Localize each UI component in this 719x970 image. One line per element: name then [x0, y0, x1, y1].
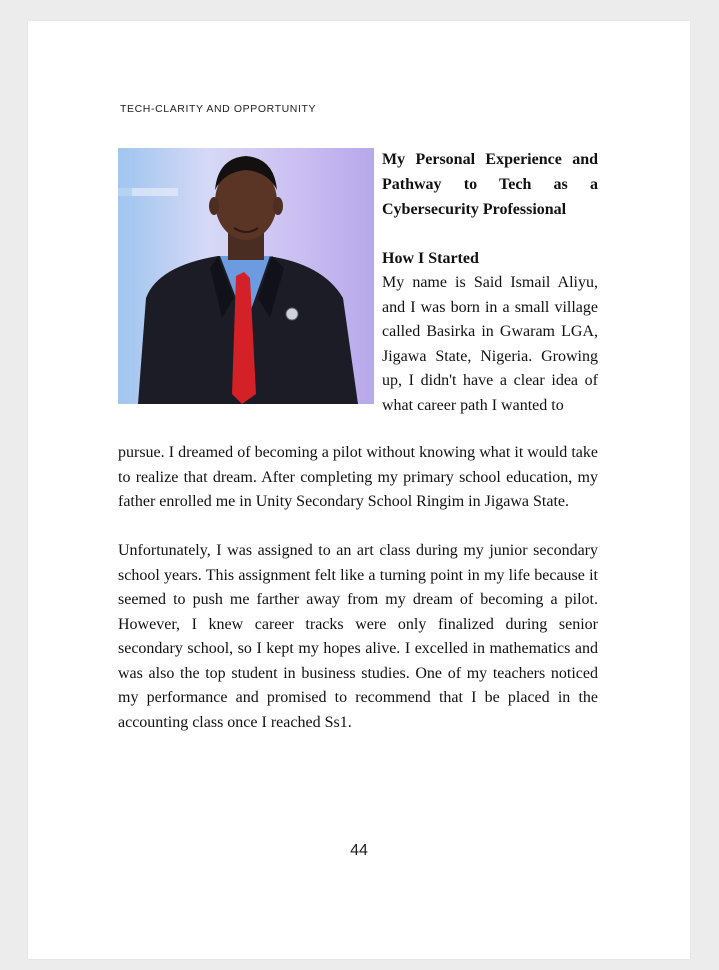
intro-paragraph-continued: pursue. I dreamed of becoming a pilot without knowing what it would take to realize that dream. After completing my primary school education, my father enrolled me in Unity Secondary School Ringim in Jigawa State. — [118, 444, 598, 510]
chapter-title: My Personal Experience and Pathway to Tech as a Cybersecurity Professional — [382, 151, 598, 218]
side-text-column — [382, 147, 598, 419]
author-photo — [118, 148, 374, 404]
intro-paragraph: My name is Said Ismail Aliyu, and I was born in a small village called Basirka in Gwaram LGA, Jigawa State, Nigeria. Growing up, I didn't have a clear idea of what career path I wanted to — [382, 274, 598, 414]
page-number: 44 — [350, 842, 368, 859]
book-page — [28, 21, 690, 959]
body-text — [118, 441, 598, 735]
section-heading: How I Started — [382, 250, 479, 267]
running-header: TECH-CLARITY AND OPPORTUNITY — [120, 103, 317, 115]
paragraph-2: Unfortunately, I was assigned to an art class during my junior secondary school years. This assignment felt like a turning point in my life because it seemed to push me farther away from my dream of becoming a pilot. However, I knew career tracks were only finalized during senior secondary school, so I kept my hopes alive. I excelled in mathematics and was also the top student in business studies. One of my teachers noticed my performance and promised to recommend that I be placed in the accounting class once I reached Ss1. — [118, 542, 598, 731]
